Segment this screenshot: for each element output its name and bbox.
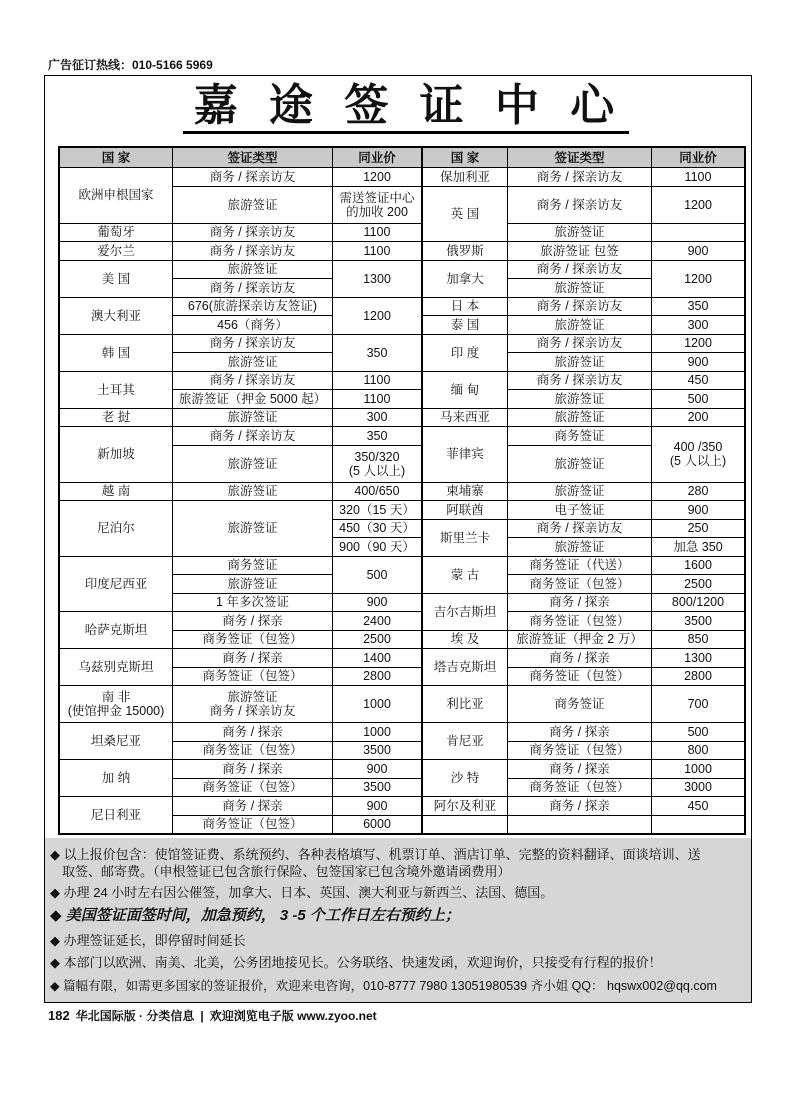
visa-type-cell: 旅游签证	[508, 279, 651, 297]
visa-type-cell: 商务签证（包签）	[508, 668, 651, 686]
price-cell: 1200	[333, 168, 421, 186]
visa-type-cell: 商务 / 探亲访友	[508, 520, 651, 538]
price-cell: 1200	[652, 187, 744, 223]
visa-type-cell: 商务 / 探亲访友	[508, 187, 651, 223]
price-cell: 3500	[333, 779, 421, 797]
country-cell: 南 非 (使馆押金 15000)	[60, 686, 172, 722]
price-cell: 1100	[333, 390, 421, 408]
visa-type-cell: 商务 / 探亲访友	[508, 168, 651, 186]
price-cell: 350	[652, 298, 744, 316]
visa-type-cell: 旅游签证	[508, 538, 651, 556]
price-cell: 850	[652, 631, 744, 649]
country-cell: 加拿大	[423, 261, 507, 297]
note-line-contact: ◆ 篇幅有限，如需更多国家的签证报价，欢迎来电咨询，010-8777 7980 13051980539 齐小姐 QQ： hqswx002@qq.com	[50, 979, 717, 993]
price-cell: 3500	[652, 612, 744, 630]
country-cell: 葡萄牙	[60, 224, 172, 242]
country-cell: 尼日利亚	[60, 797, 172, 833]
notes-box	[45, 838, 751, 1002]
visa-type-cell: 旅游签证	[173, 187, 332, 223]
visa-type-cell: 旅游签证	[508, 390, 651, 408]
visa-type-cell: 商务 / 探亲	[173, 723, 332, 741]
visa-type-cell: 商务 / 探亲	[173, 649, 332, 667]
country-cell: 沙 特	[423, 760, 507, 796]
price-cell: 900	[652, 242, 744, 260]
visa-type-cell: 商务签证（包签）	[508, 575, 651, 593]
visa-type-cell: 商务 / 探亲	[508, 649, 651, 667]
price-cell: 1300	[652, 649, 744, 667]
visa-type-cell: 商务 / 探亲	[173, 797, 332, 815]
price-cell: 2500	[333, 631, 421, 649]
visa-type-cell: 商务 / 探亲访友	[173, 427, 332, 445]
country-cell: 俄罗斯	[423, 242, 507, 260]
empty-cell	[652, 816, 744, 834]
country-cell: 肯尼亚	[423, 723, 507, 759]
price-cell: 900	[333, 594, 421, 612]
price-cell: 800/1200	[652, 594, 744, 612]
country-cell: 吉尔吉斯坦	[423, 594, 507, 630]
page-title: 嘉 途 签 证 中 心	[193, 80, 619, 131]
country-cell: 柬埔寨	[423, 483, 507, 501]
price-cell: 250	[652, 520, 744, 538]
price-cell: 1000	[652, 760, 744, 778]
price-cell: 3500	[333, 742, 421, 760]
price-cell: 300	[333, 409, 421, 427]
country-cell: 蒙 古	[423, 557, 507, 593]
price-cell: 320（15 天）	[333, 501, 421, 519]
price-cell: 900	[652, 501, 744, 519]
visa-type-cell: 商务签证（包签）	[508, 779, 651, 797]
country-cell: 保加利亚	[423, 168, 507, 186]
country-cell: 塔吉克斯坦	[423, 649, 507, 685]
country-cell: 韩 国	[60, 335, 172, 371]
header-country: 国 家	[60, 148, 172, 167]
price-cell: 1200	[652, 261, 744, 297]
price-cell: 900	[333, 760, 421, 778]
country-cell: 印 度	[423, 335, 507, 371]
price-cell: 350	[333, 335, 421, 371]
header-visa-type: 签证类型	[173, 148, 332, 167]
country-cell: 马来西亚	[423, 409, 507, 427]
visa-type-cell: 旅游签证（押金 5000 起）	[173, 390, 332, 408]
price-cell: 900	[652, 353, 744, 371]
price-cell: 450（30 天）	[333, 520, 421, 538]
visa-type-cell: 商务签证	[173, 557, 332, 575]
page-footer	[48, 1007, 377, 1024]
visa-price-table	[58, 146, 746, 835]
country-cell: 菲律宾	[423, 427, 507, 482]
visa-type-cell: 商务 / 探亲	[508, 760, 651, 778]
visa-type-cell: 商务签证（包签）	[173, 668, 332, 686]
price-cell: 2800	[652, 668, 744, 686]
visa-type-cell: 旅游签证	[173, 575, 332, 593]
visa-type-cell: 商务签证（包签）	[173, 779, 332, 797]
visa-type-cell: 旅游签证	[508, 224, 651, 242]
header-price: 同业价	[333, 148, 421, 167]
visa-type-cell: 商务签证（代送）	[508, 557, 651, 575]
country-cell: 阿尔及利亚	[423, 797, 507, 815]
empty-cell	[652, 224, 744, 242]
footer-section: 华北国际版 · 分类信息	[75, 1009, 195, 1023]
visa-type-cell: 旅游签证 包签	[508, 242, 651, 260]
visa-type-cell: 商务签证（包签）	[508, 742, 651, 760]
visa-type-cell: 旅游签证	[508, 409, 651, 427]
visa-type-cell: 1 年多次签证	[173, 594, 332, 612]
price-cell: 需送签证中心 的加收 200	[333, 187, 421, 223]
title-underline	[183, 131, 629, 134]
visa-type-cell: 商务 / 探亲访友	[508, 335, 651, 353]
visa-type-cell: 旅游签证	[508, 483, 651, 501]
price-cell: 800	[652, 742, 744, 760]
price-cell: 900（90 天）	[333, 538, 421, 556]
price-cell: 450	[652, 797, 744, 815]
visa-type-cell: 商务签证（包签）	[508, 612, 651, 630]
price-cell: 500	[333, 557, 421, 593]
visa-type-cell: 旅游签证	[173, 483, 332, 501]
country-cell: 澳大利亚	[60, 298, 172, 334]
visa-type-cell: 商务 / 探亲访友	[508, 372, 651, 390]
price-cell: 450	[652, 372, 744, 390]
visa-type-cell: 商务 / 探亲访友	[508, 261, 651, 279]
visa-type-cell: 商务签证（包签）	[173, 816, 332, 834]
country-cell: 土耳其	[60, 372, 172, 408]
visa-type-cell: 商务 / 探亲	[508, 723, 651, 741]
country-cell: 阿联酋	[423, 501, 507, 519]
price-cell: 400 /350 (5 人以上)	[652, 427, 744, 482]
country-cell: 加 纳	[60, 760, 172, 796]
visa-type-cell: 商务 / 探亲访友	[173, 279, 332, 297]
price-cell: 3000	[652, 779, 744, 797]
page-number: 182	[48, 1008, 70, 1023]
price-cell: 500	[652, 723, 744, 741]
visa-type-cell: 旅游签证	[173, 409, 332, 427]
price-cell: 1600	[652, 557, 744, 575]
price-cell: 1200	[652, 335, 744, 353]
country-cell: 爱尔兰	[60, 242, 172, 260]
country-cell: 坦桑尼亚	[60, 723, 172, 759]
visa-type-cell: 商务 / 探亲访友	[173, 372, 332, 390]
price-cell: 6000	[333, 816, 421, 834]
visa-type-cell: 商务签证	[508, 686, 651, 722]
price-cell: 1100	[333, 242, 421, 260]
visa-type-cell: 旅游签证	[508, 353, 651, 371]
price-cell: 350	[333, 427, 421, 445]
price-cell: 2800	[333, 668, 421, 686]
note-line: ◆ 以上报价包含：使馆签证费、系统预约、各种表格填写、机票订单、酒店订单、完整的资料翻译、面谈培训、送	[50, 847, 701, 862]
price-cell: 200	[652, 409, 744, 427]
price-cell: 1100	[333, 372, 421, 390]
empty-cell	[423, 816, 507, 834]
country-cell: 美 国	[60, 261, 172, 297]
visa-type-cell: 旅游签证（押金 2 万）	[508, 631, 651, 649]
visa-type-cell: 商务 / 探亲	[508, 594, 651, 612]
country-cell: 乌兹别克斯坦	[60, 649, 172, 685]
price-cell: 1100	[652, 168, 744, 186]
visa-type-cell: 旅游签证	[508, 446, 651, 482]
note-line: ◆ 办理签证延长，即停留时间延长	[50, 933, 246, 948]
country-cell: 欧洲申根国家	[60, 168, 172, 223]
price-cell: 1000	[333, 723, 421, 741]
empty-cell	[508, 816, 651, 834]
visa-type-cell: 商务 / 探亲访友	[173, 168, 332, 186]
header-country: 国 家	[423, 148, 507, 167]
price-cell: 1200	[333, 298, 421, 334]
visa-type-cell: 旅游签证	[173, 446, 332, 482]
price-cell: 2400	[333, 612, 421, 630]
note-line-highlight: ◆ 美国签证面签时间，加急预约， 3 -5 个工作日左右预约上；	[50, 907, 460, 924]
price-cell: 加急 350	[652, 538, 744, 556]
visa-type-cell: 电子签证	[508, 501, 651, 519]
price-cell: 1100	[333, 224, 421, 242]
visa-type-cell: 商务签证	[508, 427, 651, 445]
visa-type-cell: 旅游签证	[173, 501, 332, 556]
visa-type-cell: 商务 / 探亲	[173, 612, 332, 630]
price-cell: 2500	[652, 575, 744, 593]
visa-type-cell: 商务 / 探亲	[508, 797, 651, 815]
price-cell: 700	[652, 686, 744, 722]
visa-type-cell: 商务签证（包签）	[173, 631, 332, 649]
visa-type-cell: 旅游签证	[173, 353, 332, 371]
header-visa-type: 签证类型	[508, 148, 651, 167]
country-cell: 新加坡	[60, 427, 172, 482]
price-cell: 500	[652, 390, 744, 408]
note-line: 取签、邮寄费。（申根签证已包含旅行保险、包签国家已包含境外邀请函费用）	[62, 864, 511, 879]
visa-type-cell: 商务 / 探亲访友	[173, 335, 332, 353]
country-cell: 斯里兰卡	[423, 520, 507, 556]
country-cell: 越 南	[60, 483, 172, 501]
country-cell: 老 挝	[60, 409, 172, 427]
country-cell: 英 国	[423, 187, 507, 242]
price-cell: 400/650	[333, 483, 421, 501]
price-cell: 300	[652, 316, 744, 334]
visa-type-cell: 商务 / 探亲访友	[173, 242, 332, 260]
note-line: ◆ 办理 24 小时左右因公催签，加拿大、日本、英国、澳大利亚与新西兰、法国、德国。	[50, 885, 554, 900]
country-cell: 缅 甸	[423, 372, 507, 408]
price-cell: 350/320 (5 人以上)	[333, 446, 421, 482]
visa-type-cell: 商务 / 探亲访友	[173, 224, 332, 242]
ad-hotline: 广告征订热线：010-5166 5969	[48, 58, 213, 72]
visa-type-cell: 旅游签证	[173, 261, 332, 279]
footer-separator: |	[200, 1008, 204, 1023]
country-cell: 埃 及	[423, 631, 507, 649]
price-cell: 900	[333, 797, 421, 815]
footer-website: 欢迎浏览电子版 www.zyoo.net	[209, 1009, 377, 1023]
country-cell: 印度尼西亚	[60, 557, 172, 612]
visa-type-cell: 旅游签证 商务 / 探亲访友	[173, 686, 332, 722]
country-cell: 尼泊尔	[60, 501, 172, 556]
country-cell: 日 本	[423, 298, 507, 316]
visa-type-cell: 商务签证（包签）	[173, 742, 332, 760]
visa-type-cell: 456（商务）	[173, 316, 332, 334]
note-line: ◆ 本部门以欧洲、南美、北美，公务团地接见长。公务联络、快速发函，欢迎询价，只接受有行程的报价！	[50, 955, 662, 970]
header-price: 同业价	[652, 148, 744, 167]
country-cell: 泰 国	[423, 316, 507, 334]
price-cell: 280	[652, 483, 744, 501]
price-cell: 1400	[333, 649, 421, 667]
price-cell: 1000	[333, 686, 421, 722]
visa-type-cell: 旅游签证	[508, 316, 651, 334]
country-cell: 利比亚	[423, 686, 507, 722]
country-cell: 哈萨克斯坦	[60, 612, 172, 648]
visa-type-cell: 商务 / 探亲访友	[508, 298, 651, 316]
price-cell: 1300	[333, 261, 421, 297]
visa-type-cell: 676(旅游探亲访友签证)	[173, 298, 332, 316]
visa-type-cell: 商务 / 探亲	[173, 760, 332, 778]
